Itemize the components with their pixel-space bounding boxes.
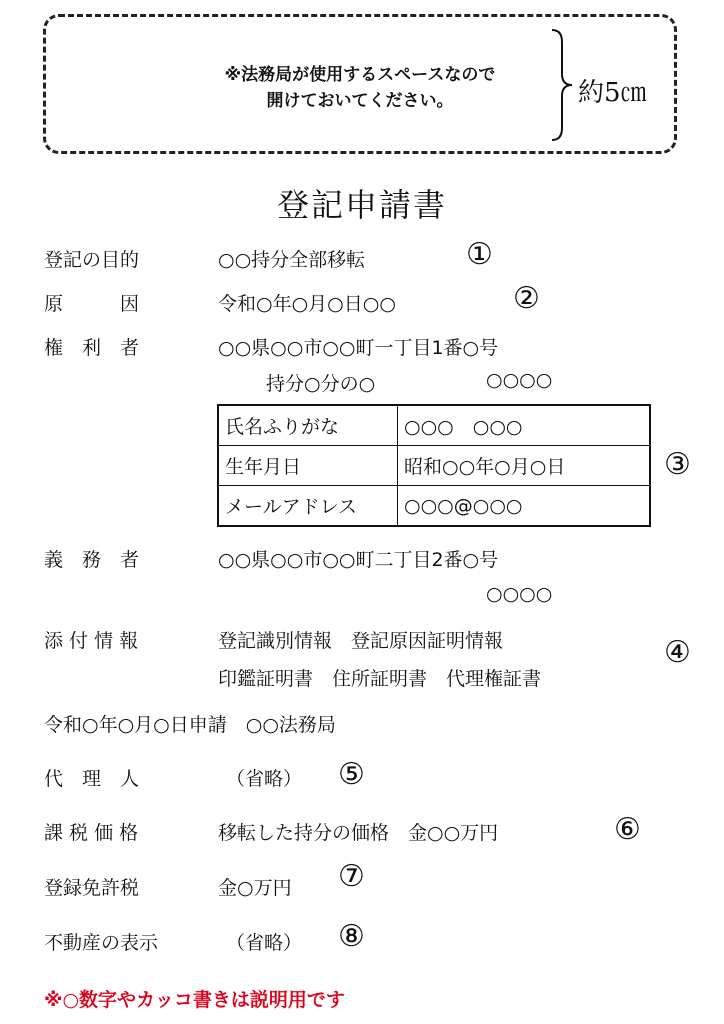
obligor-name: ○○○○: [486, 583, 553, 605]
rightholder-share: 持分○分の○: [266, 373, 376, 395]
purpose-value: ○○持分全部移転: [218, 249, 366, 271]
attachments-line2: 印鑑証明書 住所証明書 代理権証書: [218, 668, 542, 690]
registration-tax-value: 金○万円: [218, 877, 292, 899]
table-key-furigana: 氏名ふりがな: [218, 405, 398, 446]
marker-3: ③: [664, 447, 691, 482]
cause-label: 原 因: [44, 293, 140, 315]
rightholder-info-table: [217, 404, 651, 527]
document-title: 登記申請書: [276, 186, 447, 224]
registration-tax-label: 登録免許税: [44, 877, 140, 899]
marker-5: ⑤: [338, 757, 365, 792]
curly-brace-icon: [550, 28, 574, 142]
property-label: 不動産の表示: [44, 932, 159, 954]
marker-2: ②: [513, 281, 540, 316]
table-value-birthdate: 昭和○○年○月○日: [398, 446, 651, 486]
reserved-note-line1: ※法務局が使用するスペースなので: [224, 65, 496, 85]
rightholder-name: ○○○○: [486, 369, 553, 391]
table-key-email: メールアドレス: [218, 486, 398, 527]
table-value-furigana: ○○○ ○○○: [398, 405, 651, 446]
table-row: [218, 486, 650, 527]
agent-value: （省略）: [226, 768, 303, 790]
tax-base-value: 移転した持分の価格 金○○万円: [218, 822, 499, 844]
attachments-label: 添 付 情 報: [44, 630, 139, 652]
table-row: [218, 405, 650, 446]
property-value: （省略）: [226, 932, 303, 954]
reserved-size-label: 約5㎝: [578, 78, 647, 108]
reserved-note-line2: 開けておいてください。: [266, 91, 454, 111]
marker-6: ⑥: [614, 812, 641, 847]
cause-value: 令和○年○月○日○○: [218, 293, 396, 315]
table-key-birthdate: 生年月日: [218, 446, 398, 486]
table-value-email: ○○○@○○○: [398, 486, 651, 527]
marker-8: ⑧: [338, 919, 365, 954]
table-row: [218, 446, 650, 486]
rightholder-address: ○○県○○市○○町一丁目1番○号: [218, 337, 499, 359]
purpose-label: 登記の目的: [44, 249, 140, 271]
agent-label: 代 理 人: [44, 768, 140, 790]
reserved-space-note: [150, 62, 570, 114]
rightholder-label: 権 利 者: [44, 337, 140, 359]
obligor-address: ○○県○○市○○町二丁目2番○号: [218, 549, 499, 571]
tax-base-label: 課 税 価 格: [44, 822, 139, 844]
marker-4: ④: [664, 635, 691, 670]
application-date: 令和○年○月○日申請 ○○法務局: [44, 714, 336, 736]
attachments-line1: 登記識別情報 登記原因証明情報: [218, 630, 504, 652]
obligor-label: 義 務 者: [44, 549, 140, 571]
marker-7: ⑦: [338, 859, 365, 894]
explanatory-footnote: ※○数字やカッコ書きは説明用です: [44, 989, 345, 1011]
marker-1: ①: [466, 237, 493, 272]
